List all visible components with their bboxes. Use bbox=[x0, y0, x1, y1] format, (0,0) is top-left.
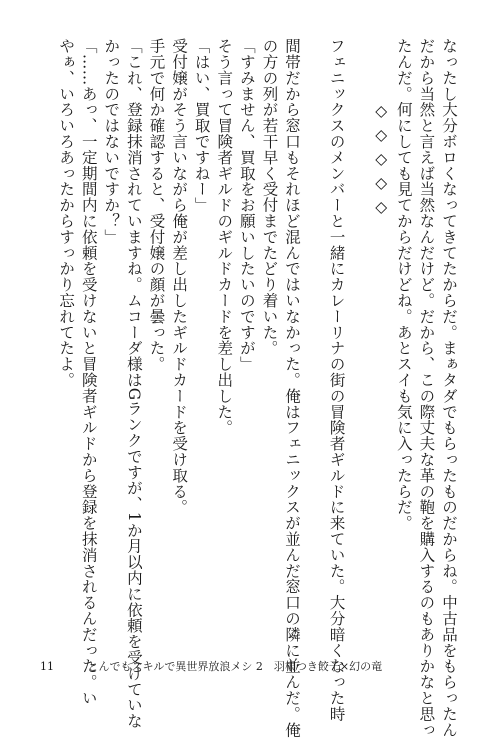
text-line: なったし大分ボロくなってきてたからだ。まぁタダでもらったものだからね。中古品をもらったん bbox=[440, 38, 458, 738]
text-line: 間帯だから窓口もそれほど混んではいなかった。俺はフェニックスが並んだ窓口の隣に並んだ。俺 bbox=[283, 38, 302, 738]
text-line: 「これ、登録抹消されていますね。ムコーダ様はGランクですが、1か月以内に依頼を受けていな bbox=[124, 38, 143, 729]
text-line: 手元で何か確認すると、受付嬢の顔が曇った。 bbox=[147, 38, 166, 372]
text-line: 受付嬢がそう言いながら俺が差し出したギルドカードを受け取る。 bbox=[170, 38, 189, 515]
text-line: かったのではないですか？」 bbox=[102, 38, 121, 245]
text-line: だから当然と言えば当然なんだけど。だから、この際丈夫な革の鞄を購入するのもありかなと思っ bbox=[417, 38, 436, 738]
running-title: とんでもスキルで異世界放浪メシ 2 羽根つき餃子×幻の竜 bbox=[87, 660, 383, 673]
text-line: の方の列が若干早く受付までたどり着いた。 bbox=[260, 38, 279, 356]
page-number: 11 bbox=[40, 660, 54, 673]
text-line: フェニックスのメンバーと一緒にカレーリナの街の冒険者ギルドに来ていた。大分暗くなった時 bbox=[327, 38, 346, 722]
text-line: たんだ。何にしても見てからだけどね。あとスイも気に入ったらだ。 bbox=[394, 38, 413, 531]
section-separator: ◇◇◇◇◇ bbox=[372, 102, 391, 222]
text-line: そう言って冒険者ギルドのギルドカードを差し出した。 bbox=[215, 38, 234, 436]
text-line: やぁ、いろいろあったからすっかり忘れてたよ。 bbox=[57, 38, 76, 388]
page-footer bbox=[40, 658, 382, 674]
text-line: 「はい、買取ですねー」 bbox=[192, 38, 211, 213]
text-line: 「……あっ、一定期間内に依頼を受けないと冒険者ギルドから登録を抹消されるんだった。い bbox=[79, 38, 98, 706]
text-line: 「すみません、買取をお願いしたいのですが」 bbox=[237, 38, 256, 372]
